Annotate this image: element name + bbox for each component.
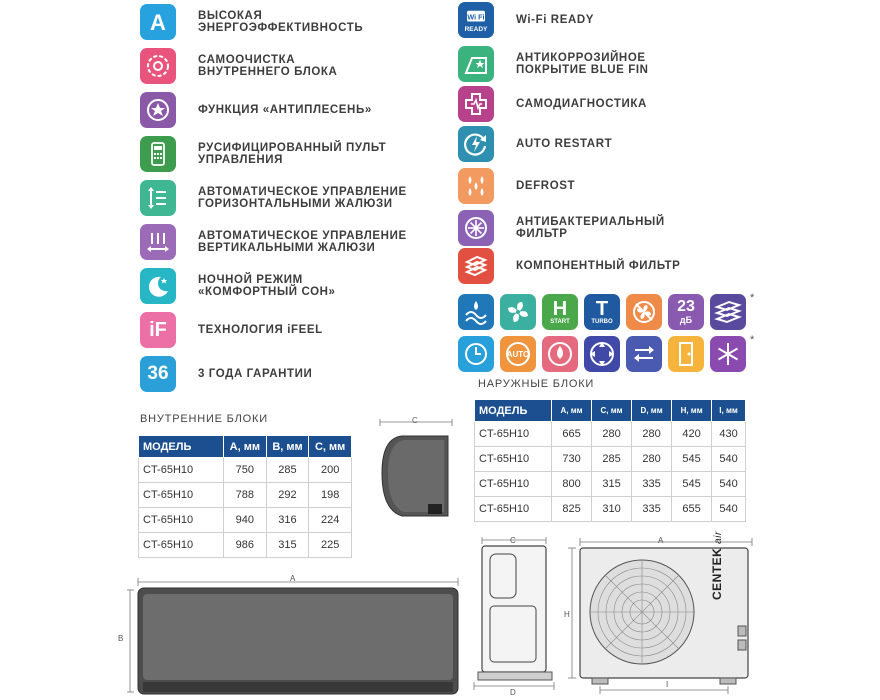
defrost-icon xyxy=(458,168,494,204)
dimension-label: A xyxy=(290,574,296,583)
feature-blue-fin xyxy=(458,46,649,82)
dimension-label: C xyxy=(412,416,418,425)
table-cell: CT-65H10 xyxy=(139,458,224,483)
feature-label-line: НОЧНОЙ РЕЖИМ xyxy=(198,274,303,286)
column-header: А, мм xyxy=(224,436,267,458)
ifeel-icon-text: iF xyxy=(149,318,167,341)
outdoor-units-table xyxy=(474,399,746,522)
feature-label-line: AUTO RESTART xyxy=(516,138,613,150)
feature-ifeel xyxy=(140,312,323,348)
table-cell: 540 xyxy=(712,472,746,497)
table-cell: 335 xyxy=(632,497,672,522)
table-cell: 285 xyxy=(592,447,632,472)
feature-label-line: АВТОМАТИЧЕСКОЕ УПРАВЛЕНИЕ xyxy=(198,230,407,242)
indoor-units-title: ВНУТРЕННИЕ БЛОКИ xyxy=(140,413,268,425)
table-cell: 655 xyxy=(672,497,712,522)
dimension-label: H xyxy=(564,610,570,619)
column-header: МОДЕЛЬ xyxy=(139,436,224,458)
feature-anti-mold xyxy=(140,92,372,128)
dimension-label: B xyxy=(118,634,124,643)
brand-logo xyxy=(710,531,724,600)
feature-night-mode xyxy=(140,268,336,304)
table-row xyxy=(139,483,352,508)
turbo-icon-text: T xyxy=(595,298,609,320)
heat-start-icon-sub: START xyxy=(550,319,570,325)
table-row xyxy=(475,472,746,497)
humidity-icon xyxy=(542,336,578,372)
brand-suffix: air xyxy=(713,531,724,544)
table-cell: 940 xyxy=(224,508,267,533)
feature-label-line: ПОКРЫТИЕ BLUE FIN xyxy=(516,64,649,76)
dry-mode-icon xyxy=(458,294,494,330)
swing-arrows-icon xyxy=(626,336,662,372)
feature-label-line: АВТОМАТИЧЕСКОЕ УПРАВЛЕНИЕ xyxy=(198,186,407,198)
table-cell: 198 xyxy=(309,483,352,508)
column-header: C, мм xyxy=(592,400,632,422)
snowflake-icon xyxy=(710,336,746,372)
feature-label-line: РУСИФИЦИРОВАННЫЙ ПУЛЬТ xyxy=(198,142,387,154)
feature-label-line: ТЕХНОЛОГИЯ iFEEL xyxy=(198,324,323,336)
feature-label-line: АНТИКОРРОЗИЙНОЕ xyxy=(516,52,646,64)
feature-defrost xyxy=(458,168,575,204)
table-cell: 825 xyxy=(552,497,592,522)
rus-remote-icon xyxy=(140,136,176,172)
table-cell: 800 xyxy=(552,472,592,497)
heat-start-icon xyxy=(542,294,578,330)
noise-icon-text: 23 xyxy=(677,298,695,315)
table-cell: CT-65H10 xyxy=(139,483,224,508)
warranty-icon-text: 36 xyxy=(147,363,169,384)
outdoor-units-title: НАРУЖНЫЕ БЛОКИ xyxy=(478,378,595,390)
feature-label-line: ФИЛЬТР xyxy=(516,228,568,240)
table-cell: 200 xyxy=(309,458,352,483)
horizontal-louvers-icon xyxy=(140,180,176,216)
column-header: D, мм xyxy=(632,400,672,422)
table-header-row xyxy=(475,400,746,422)
antibacterial-filter-icon xyxy=(458,210,494,246)
table-cell: 788 xyxy=(224,483,267,508)
table-row xyxy=(139,458,352,483)
layers-icon xyxy=(710,294,746,330)
ifeel-icon xyxy=(140,312,176,348)
feature-label-line: УПРАВЛЕНИЯ xyxy=(198,154,283,166)
feature-component-filter xyxy=(458,248,680,284)
table-cell: 545 xyxy=(672,472,712,497)
warranty-36-icon xyxy=(140,356,176,392)
table-row xyxy=(475,447,746,472)
table-cell: 545 xyxy=(672,447,712,472)
auto-mode-icon-text: AUTO xyxy=(506,349,530,359)
column-header: С, мм xyxy=(309,436,352,458)
dimension-label: C xyxy=(510,536,516,545)
turbo-icon-sub: TURBO xyxy=(591,319,613,325)
feature-self-diagnostics xyxy=(458,86,647,122)
feature-label-line: САМООЧИСТКА xyxy=(198,54,296,66)
feature-self-clean xyxy=(140,48,337,84)
dimension-label: D xyxy=(510,688,516,697)
table-cell: 986 xyxy=(224,533,267,558)
feature-wifi-ready xyxy=(458,2,594,38)
airflow-icon xyxy=(584,336,620,372)
feature-label-line: DEFROST xyxy=(516,180,576,192)
no-fan-icon xyxy=(626,294,662,330)
component-filter-icon xyxy=(458,248,494,284)
table-cell: 310 xyxy=(592,497,632,522)
table-row xyxy=(475,497,746,522)
column-header: В, мм xyxy=(266,436,309,458)
table-cell: 225 xyxy=(309,533,352,558)
feature-label-line: ВНУТРЕННЕГО БЛОКА xyxy=(198,66,338,78)
feature-energy-efficiency xyxy=(140,4,363,40)
self-diagnostics-icon xyxy=(458,86,494,122)
table-cell: 665 xyxy=(552,422,592,447)
table-cell: CT-65H10 xyxy=(475,497,552,522)
column-header: МОДЕЛЬ xyxy=(475,400,552,422)
vertical-louvers-icon xyxy=(140,224,176,260)
letter-a-icon xyxy=(140,4,176,40)
feature-label-line: Wi-Fi READY xyxy=(516,14,595,26)
footnote-asterisk: * xyxy=(750,334,755,346)
wifi-ready-icon xyxy=(458,2,494,38)
self-clean-icon xyxy=(140,48,176,84)
table-cell: 315 xyxy=(592,472,632,497)
feature-label-line: «КОМФОРТНЫЙ СОН» xyxy=(198,286,336,298)
svg-text:Wi Fi: Wi Fi xyxy=(467,11,485,21)
feature-label-line: АНТИБАКТЕРИАЛЬНЫЙ xyxy=(516,216,665,228)
feature-label-line: ФУНКЦИЯ «АНТИПЛЕСЕНЬ» xyxy=(198,104,372,116)
table-cell: 280 xyxy=(632,422,672,447)
dimension-label: A xyxy=(658,536,664,545)
table-cell: CT-65H10 xyxy=(475,472,552,497)
night-mode-icon xyxy=(140,268,176,304)
brand-name: CENTEK xyxy=(710,547,724,600)
fan-icon xyxy=(500,294,536,330)
footnote-asterisk: * xyxy=(750,292,755,304)
table-row xyxy=(139,508,352,533)
table-cell: CT-65H10 xyxy=(139,508,224,533)
table-row xyxy=(475,422,746,447)
dimension-label: I xyxy=(666,680,669,689)
feature-label-line: ВЫСОКАЯ xyxy=(198,10,263,22)
column-header: A, мм xyxy=(552,400,592,422)
table-cell: 430 xyxy=(712,422,746,447)
feature-label-line: 3 ГОДА ГАРАНТИИ xyxy=(198,368,313,380)
feature-antibacterial-filter xyxy=(458,210,665,246)
table-cell: 292 xyxy=(266,483,309,508)
heat-start-icon-text: H xyxy=(552,298,568,320)
feature-warranty xyxy=(140,356,312,392)
table-cell: 335 xyxy=(632,472,672,497)
table-cell: CT-65H10 xyxy=(475,422,552,447)
feature-horizontal-louvers xyxy=(140,180,407,216)
auto-restart-icon xyxy=(458,126,494,162)
noise-icon-sub: дБ xyxy=(679,315,693,325)
table-cell: 315 xyxy=(266,533,309,558)
feature-label-line: ГОРИЗОНТАЛЬНЫМИ ЖАЛЮЗИ xyxy=(198,198,393,210)
table-cell: 750 xyxy=(224,458,267,483)
feature-rus-remote xyxy=(140,136,386,172)
table-cell: 280 xyxy=(632,447,672,472)
table-cell: 540 xyxy=(712,447,746,472)
table-cell: 540 xyxy=(712,497,746,522)
table-row xyxy=(139,533,352,558)
table-cell: 420 xyxy=(672,422,712,447)
door-icon xyxy=(668,336,704,372)
table-cell: 285 xyxy=(266,458,309,483)
table-header-row xyxy=(139,436,352,458)
svg-text:A: A xyxy=(150,10,166,35)
feature-label-line: ЭНЕРГОЭФФЕКТИВНОСТЬ xyxy=(198,22,364,34)
wifi-ready-icon-text: READY xyxy=(464,25,488,33)
noise-23db-icon xyxy=(668,294,704,330)
table-cell: 316 xyxy=(266,508,309,533)
blue-fin-icon xyxy=(458,46,494,82)
feature-auto-restart xyxy=(458,126,612,162)
table-cell: CT-65H10 xyxy=(475,447,552,472)
feature-label-line: САМОДИАГНОСТИКА xyxy=(516,98,647,110)
table-cell: 224 xyxy=(309,508,352,533)
timer-icon xyxy=(458,336,494,372)
auto-mode-icon xyxy=(500,336,536,372)
turbo-icon xyxy=(584,294,620,330)
feature-label-line: ВЕРТИКАЛЬНЫМИ ЖАЛЮЗИ xyxy=(198,242,376,254)
indoor-units-table xyxy=(138,435,352,558)
feature-label-line: КОМПОНЕНТНЫЙ ФИЛЬТР xyxy=(516,260,681,272)
anti-mold-icon xyxy=(140,92,176,128)
column-header: H, мм xyxy=(672,400,712,422)
table-cell: 730 xyxy=(552,447,592,472)
column-header: I, мм xyxy=(712,400,746,422)
feature-vertical-louvers xyxy=(140,224,407,260)
table-cell: CT-65H10 xyxy=(139,533,224,558)
table-cell: 280 xyxy=(592,422,632,447)
